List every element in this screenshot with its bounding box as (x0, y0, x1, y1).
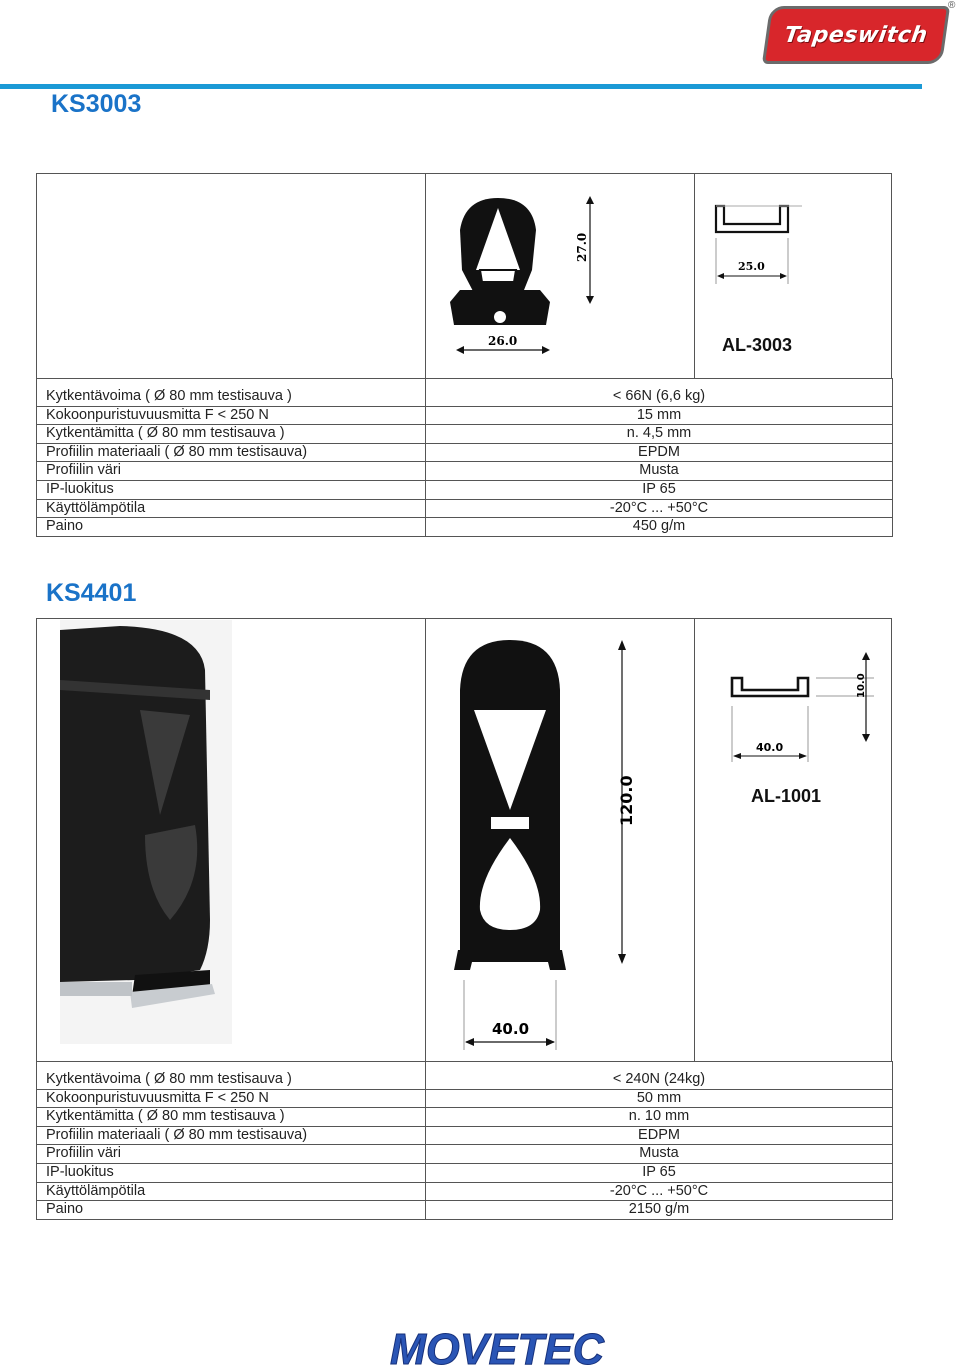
table-row (37, 1145, 893, 1164)
frame-divider (694, 618, 695, 1062)
ks4401-product-photo (60, 620, 232, 1044)
table-row (37, 499, 893, 518)
table-row (37, 1062, 893, 1090)
table-row (37, 1182, 893, 1201)
ks3003-spec-table (36, 378, 893, 537)
frame-divider (694, 173, 695, 379)
spec-label: Käyttölämpötila (37, 1182, 426, 1201)
spec-value: 2150 g/m (426, 1201, 893, 1220)
table-row (37, 406, 893, 425)
spec-value: IP 65 (426, 1163, 893, 1182)
spec-label: Kytkentävoima ( Ø 80 mm testisauva ) (37, 379, 426, 407)
header-rule (0, 84, 922, 89)
al3003-rail-drawing (706, 198, 816, 288)
spec-label: Profiilin materiaali ( Ø 80 mm testisauva) (37, 1126, 426, 1145)
al1001-rail-drawing (724, 650, 884, 770)
registered-mark: ® (948, 0, 956, 11)
spec-value: Musta (426, 462, 893, 481)
table-row (37, 1163, 893, 1182)
spec-label: Kokoonpuristuvuusmitta F < 250 N (37, 406, 426, 425)
spec-value: -20°C ... +50°C (426, 1182, 893, 1201)
spec-label: Paino (37, 1201, 426, 1220)
rail-dim-label: 40.0 (756, 741, 784, 754)
spec-value: -20°C ... +50°C (426, 499, 893, 518)
ks4401-spec-table (36, 1061, 893, 1220)
frame-divider (425, 173, 426, 379)
spec-label: Kytkentämitta ( Ø 80 mm testisauva ) (37, 1108, 426, 1127)
table-row (37, 462, 893, 481)
spec-label: Paino (37, 518, 426, 537)
table-row (37, 425, 893, 444)
product-title-ks4401: KS4401 (46, 579, 137, 607)
spec-value: n. 4,5 mm (426, 425, 893, 444)
table-row (37, 1108, 893, 1127)
rail-label-al3003: AL-3003 (722, 335, 793, 355)
spec-label: Profiilin materiaali ( Ø 80 mm testisauva) (37, 443, 426, 462)
frame-divider (425, 618, 426, 1062)
spec-value: < 66N (6,6 kg) (426, 379, 893, 407)
ks4401-profile-drawing (450, 630, 650, 1060)
spec-value: EPDM (426, 443, 893, 462)
ks3003-profile-drawing (440, 190, 620, 370)
spec-label: Kytkentämitta ( Ø 80 mm testisauva ) (37, 425, 426, 444)
dim-height-label: 27.0 (575, 232, 589, 262)
spec-value: 15 mm (426, 406, 893, 425)
rail-dim-label: 25.0 (738, 260, 765, 273)
spec-label: IP-luokitus (37, 1163, 426, 1182)
spec-label: Profiilin väri (37, 462, 426, 481)
spec-value: EDPM (426, 1126, 893, 1145)
dim-width-label: 40.0 (492, 1020, 530, 1038)
spec-value: Musta (426, 1145, 893, 1164)
tapeswitch-logo (762, 6, 950, 64)
movetec-logo-text: MOVETEC (390, 1325, 606, 1370)
spec-value: 450 g/m (426, 518, 893, 537)
table-row (37, 1089, 893, 1108)
spec-value: n. 10 mm (426, 1108, 893, 1127)
dim-width-label: 26.0 (488, 334, 518, 348)
spec-label: Kokoonpuristuvuusmitta F < 250 N (37, 1089, 426, 1108)
rail-height-dim-label: 10.0 (856, 673, 867, 698)
spec-label: IP-luokitus (37, 480, 426, 499)
rail-label-al1001: AL-1001 (751, 786, 822, 806)
movetec-logo (388, 1322, 608, 1370)
spec-value: 50 mm (426, 1089, 893, 1108)
table-row (37, 443, 893, 462)
table-row (37, 518, 893, 537)
spec-label: Käyttölämpötila (37, 499, 426, 518)
tapeswitch-logo-text: Tapeswitch (782, 22, 930, 48)
spec-label: Kytkentävoima ( Ø 80 mm testisauva ) (37, 1062, 426, 1090)
table-row (37, 379, 893, 407)
table-row (37, 480, 893, 499)
spec-label: Profiilin väri (37, 1145, 426, 1164)
spec-value: IP 65 (426, 480, 893, 499)
product-title-ks3003: KS3003 (51, 90, 142, 118)
spec-value: < 240N (24kg) (426, 1062, 893, 1090)
table-row (37, 1126, 893, 1145)
dim-height-label: 120.0 (617, 775, 636, 826)
table-row (37, 1201, 893, 1220)
